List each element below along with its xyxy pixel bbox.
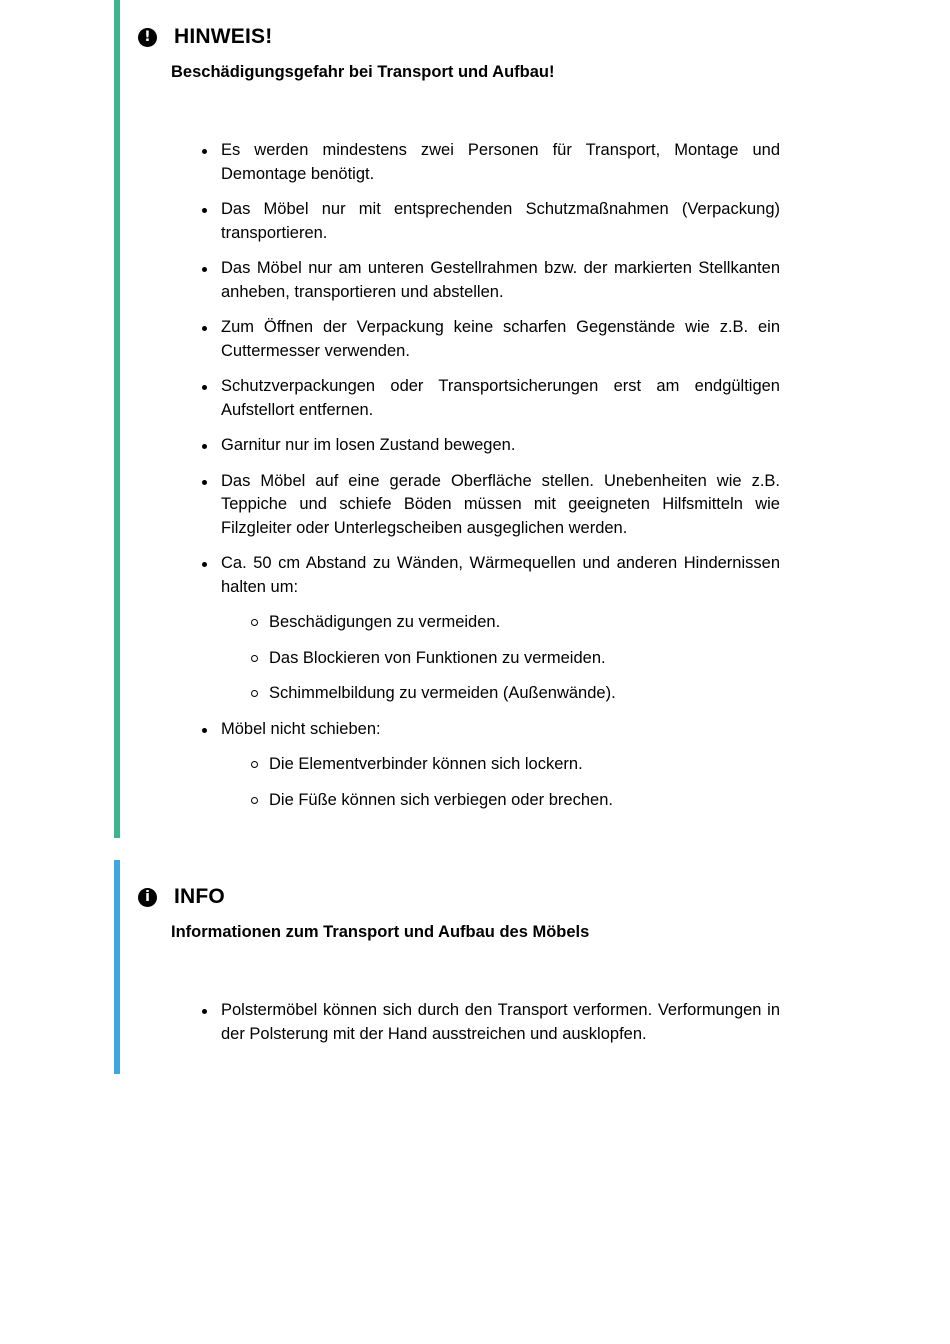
sub-list-item <box>269 682 780 706</box>
hinweis-header <box>138 25 272 49</box>
sub-list-item-text: Das Blockieren von Funktionen zu vermeiden. <box>269 648 606 667</box>
info-notice-box <box>114 860 794 1074</box>
sub-list-item-text: Beschädigungen zu vermeiden. <box>269 613 501 631</box>
hinweis-accent-bar <box>114 0 120 838</box>
bullet-icon <box>202 444 207 449</box>
bullet-icon <box>202 149 207 154</box>
bullet-icon <box>202 1009 207 1014</box>
hinweis-list <box>221 139 780 824</box>
info-circle-icon: i <box>138 888 157 907</box>
hollow-bullet-icon <box>251 690 258 697</box>
list-item <box>221 257 780 304</box>
bullet-icon <box>202 326 207 331</box>
hinweis-notice-box <box>114 0 794 838</box>
info-accent-bar <box>114 860 120 1074</box>
list-item <box>221 434 780 458</box>
hollow-bullet-icon <box>251 655 258 662</box>
bullet-icon <box>202 267 207 272</box>
list-item-text: Polstermöbel können sich durch den Transport verformen. Verformungen in der Polsterung mit der Hand ausstreichen und ausklopfen. <box>221 1001 780 1043</box>
sub-list-item <box>269 789 780 813</box>
list-item-text: Das Möbel auf eine gerade Oberfläche stellen. Unebenheiten wie z.B. Teppiche und schiefe Böden müssen mit geeigneten Hilfsmitteln wie Filzgleiter oder Unterlegscheiben ausgeglichen werden. <box>221 471 780 537</box>
sub-list <box>221 753 780 812</box>
hollow-bullet-icon <box>251 619 258 626</box>
info-subtitle: Informationen zum Transport und Aufbau des Möbels <box>171 923 590 941</box>
bullet-icon <box>202 562 207 567</box>
list-item <box>221 718 780 813</box>
list-item <box>221 198 780 245</box>
info-list <box>221 999 780 1058</box>
list-item-text: Garnitur nur im losen Zustand bewegen. <box>221 436 516 454</box>
list-item <box>221 552 780 706</box>
list-item <box>221 470 780 541</box>
list-item-text: Es werden mindestens zwei Personen für Transport, Montage und Demontage benötigt. <box>221 141 780 183</box>
sub-list <box>221 611 780 706</box>
exclamation-circle-icon: ! <box>138 28 157 47</box>
bullet-icon <box>202 208 207 213</box>
bullet-icon <box>202 385 207 390</box>
list-item-text: Zum Öffnen der Verpackung keine scharfen Gegenstände wie z.B. ein Cuttermesser verwenden. <box>221 318 780 360</box>
list-item <box>221 375 780 422</box>
list-item <box>221 139 780 186</box>
list-item <box>221 316 780 363</box>
sub-list-item <box>269 611 780 635</box>
sub-list-item <box>269 647 780 671</box>
sub-list-item-text: Schimmelbildung zu vermeiden (Außenwände). <box>269 684 616 702</box>
bullet-icon <box>202 480 207 485</box>
list-item-text: Schutzverpackungen oder Transportsicherungen erst am endgültigen Aufstellort entfernen. <box>221 377 780 419</box>
bullet-icon <box>202 728 207 733</box>
hinweis-subtitle: Beschädigungsgefahr bei Transport und Aufbau! <box>171 63 555 81</box>
info-title: INFO <box>174 885 225 908</box>
sub-list-item-text: Die Elementverbinder können sich lockern. <box>269 755 583 773</box>
hollow-bullet-icon <box>251 797 258 804</box>
list-item-text: Das Möbel nur am unteren Gestellrahmen bzw. der markierten Stellkanten anheben, transportieren und abstellen. <box>221 259 780 301</box>
sub-list-item <box>269 753 780 777</box>
list-item-text: Möbel nicht schieben: <box>221 719 381 738</box>
list-item <box>221 999 780 1046</box>
list-item-text: Das Möbel nur mit entsprechenden Schutzmaßnahmen (Verpackung) transportieren. <box>221 200 780 242</box>
list-item-text: Ca. 50 cm Abstand zu Wänden, Wärmequellen und anderen Hindernissen halten um: <box>221 554 780 596</box>
hollow-bullet-icon <box>251 761 258 768</box>
hinweis-title: HINWEIS! <box>174 25 273 48</box>
sub-list-item-text: Die Füße können sich verbiegen oder brechen. <box>269 790 613 809</box>
info-header <box>138 885 225 909</box>
